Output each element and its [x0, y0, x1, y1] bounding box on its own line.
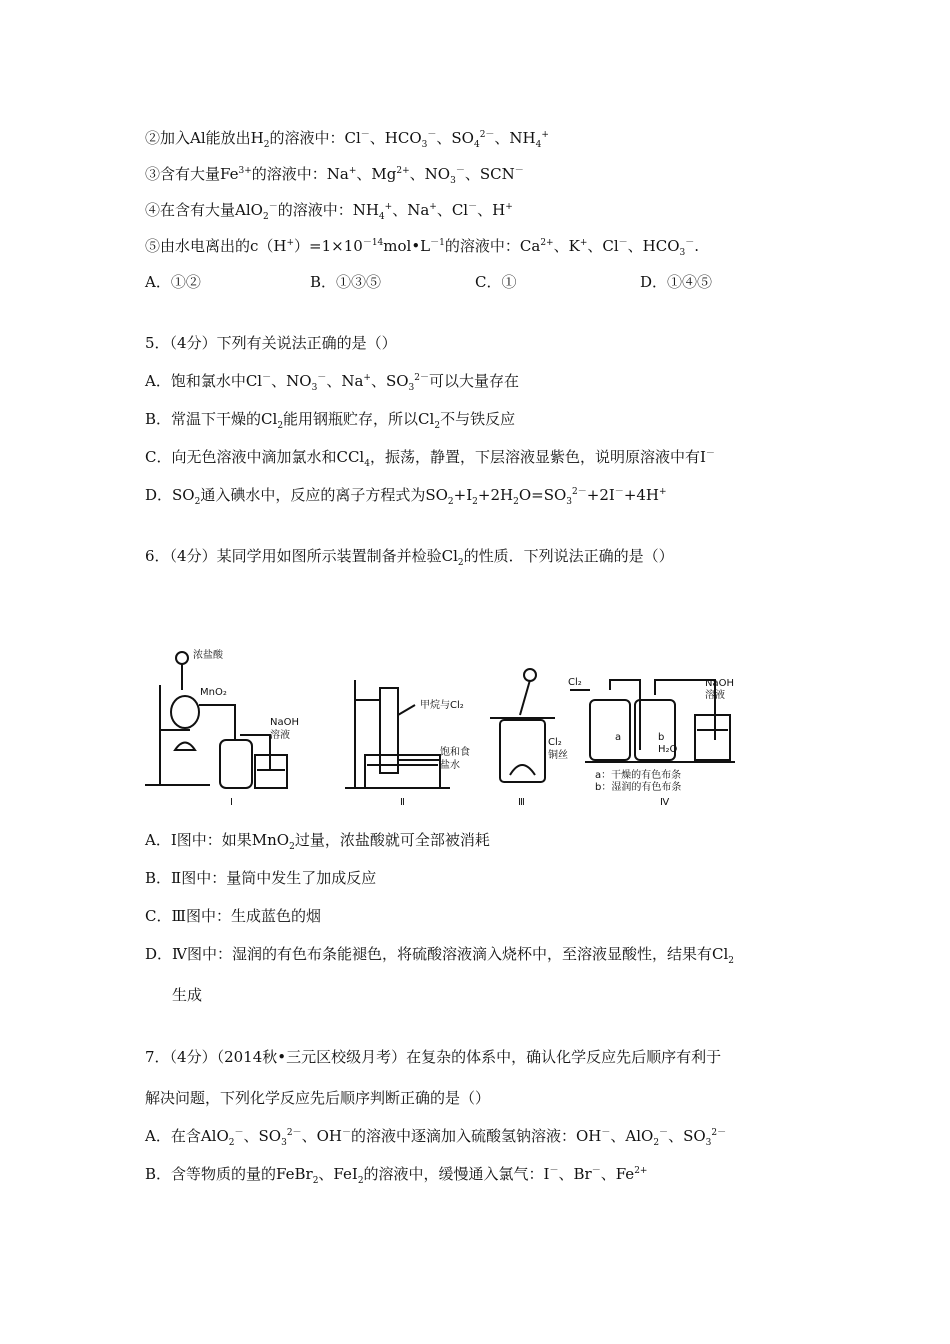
- fig-label-17: H₂O: [658, 744, 678, 755]
- fig-label-7: 盐水: [440, 760, 460, 771]
- q6-option-b[interactable]: B．Ⅱ图中：量筒中发生了加成反应: [145, 869, 377, 887]
- q5-option-b[interactable]: B．常温下干燥的$Cl_2$能用钢瓶贮存，所以$Cl_2$不与铁反应: [145, 410, 516, 431]
- q5-stem: 5．（4分）下列有关说法正确的是（）: [145, 334, 397, 352]
- q4-item-5: ⑤由水电离出的$c(H^+)=1\times 10^{-14}mol•L^{-1}$的溶液中：$Ca^{2+}$、K+、Cl－、$HCO_3^-$.: [145, 237, 700, 258]
- fig-label-11: Ⅲ: [518, 797, 525, 808]
- q6-option-d[interactable]: D．Ⅳ图中：湿润的有色布条能褪色，将硫酸溶液滴入烧杯中，至溶液显酸性，结果有$Cl_2$: [145, 945, 735, 966]
- figure-III-labels: [518, 737, 568, 808]
- q6-option-d-continued: 生成: [172, 986, 203, 1004]
- fig-label-9: Cl₂: [548, 737, 562, 748]
- q4-item-2: ②加入Al能放出$H_2$的溶液中：Cl－、$HCO_3^-$、$SO_4^{2-}$、$NH_4^+$: [145, 129, 549, 150]
- q6-option-a[interactable]: A．Ⅰ图中：如果MnO$_2$过量，浓盐酸就可全部被消耗: [145, 831, 490, 852]
- q7-stem-line2: 解决问题，下列化学反应先后顺序判断正确的是（）: [145, 1089, 491, 1107]
- q5-option-c[interactable]: C．向无色溶液中滴加氯水和CCl$_4$，振荡，静置，下层溶液显紫色，说明原溶液中有I－: [145, 448, 715, 469]
- q7-stem-line1: 7．（4分）（2014秋•三元区校级月考）在复杂的体系中，确认化学反应先后顺序有利于: [145, 1048, 722, 1066]
- fig-label-13: NaOH: [705, 678, 734, 689]
- q7-option-a[interactable]: A．在含AlO$_2$－、$SO_3^{2-}$、OH－的溶液中逐滴加入硫酸氢钠溶液：OH－、AlO$_2$－、$SO_3^{2-}$: [145, 1127, 727, 1148]
- fig-label-1: MnO₂: [200, 687, 227, 698]
- fig-label-8: Ⅱ: [400, 797, 405, 808]
- fig-label-16: b: [658, 732, 665, 743]
- q7-option-b[interactable]: B．含等物质的量的FeBr$_2$、FeI$_2$的溶液中，缓慢通入氯气：I－、Br－、$Fe^{2+}$: [145, 1165, 648, 1186]
- q6-option-c[interactable]: C．Ⅲ图中：生成蓝色的烟: [145, 907, 321, 925]
- q4-option-d[interactable]: D．①④⑤: [640, 273, 713, 291]
- fig-label-6: 饱和食: [440, 747, 470, 758]
- fig-label-12: Cl₂: [568, 677, 582, 688]
- q4-item-3: ③含有大量$Fe^{3+}$的溶液中：Na+、$Mg^{2+}$、$NO_3^-$、SCN－: [145, 165, 524, 186]
- q5-option-d[interactable]: D．$SO_2$通入碘水中，反应的离子方程式为$SO_2+I_2+2H_2O=SO_3^{2-}+2I^-+4H^+$: [145, 486, 667, 507]
- fig-label-14: 溶液: [705, 690, 725, 701]
- apparatus-figure: [140, 640, 820, 810]
- fig-label-0: 浓盐酸: [193, 650, 223, 661]
- fig-label-20: Ⅳ: [660, 797, 670, 808]
- fig-label-3: 溶液: [270, 730, 290, 741]
- fig-label-15: a: [615, 732, 622, 743]
- q5-option-a[interactable]: A．饱和氯水中Cl－、$NO_3^-$、Na+、$SO_3^{2-}$可以大量存在: [145, 372, 519, 393]
- q4-item-4: ④在含有大量AlO$_2$－的溶液中：$NH_4^+$、Na+、Cl－、H+: [145, 201, 513, 222]
- q4-option-b[interactable]: B．①③⑤: [310, 273, 382, 291]
- q6-stem: 6．（4分）某同学用如图所示装置制备并检验$Cl_2$的性质．下列说法正确的是（）: [145, 547, 674, 568]
- figure-II-labels: [400, 698, 470, 808]
- fig-label-2: NaOH: [270, 717, 299, 728]
- q4-option-a[interactable]: A．①②: [145, 273, 201, 291]
- fig-label-19: b：湿润的有色布条: [595, 782, 682, 793]
- fig-label-10: 铜丝: [548, 750, 568, 761]
- fig-label-5: 甲烷与Cl₂: [420, 700, 464, 711]
- fig-label-18: a：干燥的有色布条: [595, 770, 682, 781]
- q4-option-c[interactable]: C．①: [475, 273, 517, 291]
- fig-label-4: Ⅰ: [230, 797, 233, 808]
- figure-IV-labels: [568, 677, 734, 808]
